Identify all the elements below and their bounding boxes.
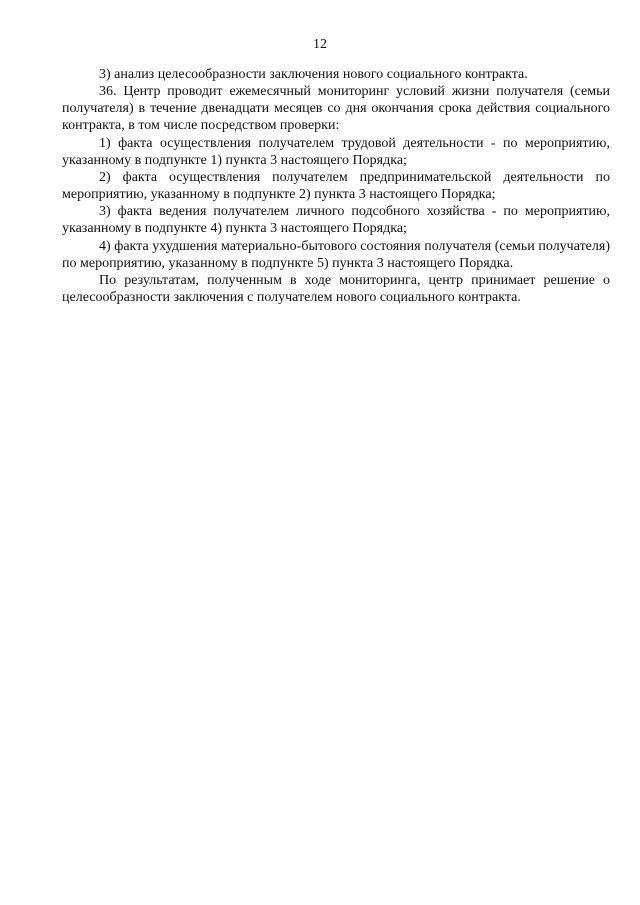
document-body	[62, 66, 610, 306]
paragraph-item-3-analysis: 3) анализ целесообразности заключения нового социального контракта.	[99, 67, 528, 82]
paragraph-item-4-deterioration: 4) факта ухудшения материально-бытового состояния получателя (семьи получателя) по мероприятию, указанному в подпункте 5) пункта 3 настоящего Порядка.	[62, 238, 610, 271]
paragraph-conclusion: По результатам, полученным в ходе мониторинга, центр принимает решение о целесообразности заключения с получателем нового социального контракта.	[62, 272, 610, 306]
paragraph-item-1-labor: 1) факта осуществления получателем трудовой деятельности - по мероприятию, указанному в подпункте 1) пункта 3 настоящего Порядка;	[62, 135, 610, 168]
paragraph-item-3-farming: 3) факта ведения получателем личного подсобного хозяйства - по мероприятию, указанному в подпункте 4) пункта 3 настоящего Порядка;	[62, 204, 610, 237]
paragraph-item-2-business: 2) факта осуществления получателем предпринимательской деятельности по мероприятию, указанному в подпункте 2) пункта 3 настоящего Порядка;	[62, 169, 610, 203]
paragraph-clause-36: 36. Центр проводит ежемесячный мониторинг условий жизни получателя (семьи получателя) в течение двенадцати месяцев со дня окончания срока действия социального контракта, в том числе посредством проверки:	[62, 84, 610, 134]
page-number: 12	[313, 37, 327, 52]
